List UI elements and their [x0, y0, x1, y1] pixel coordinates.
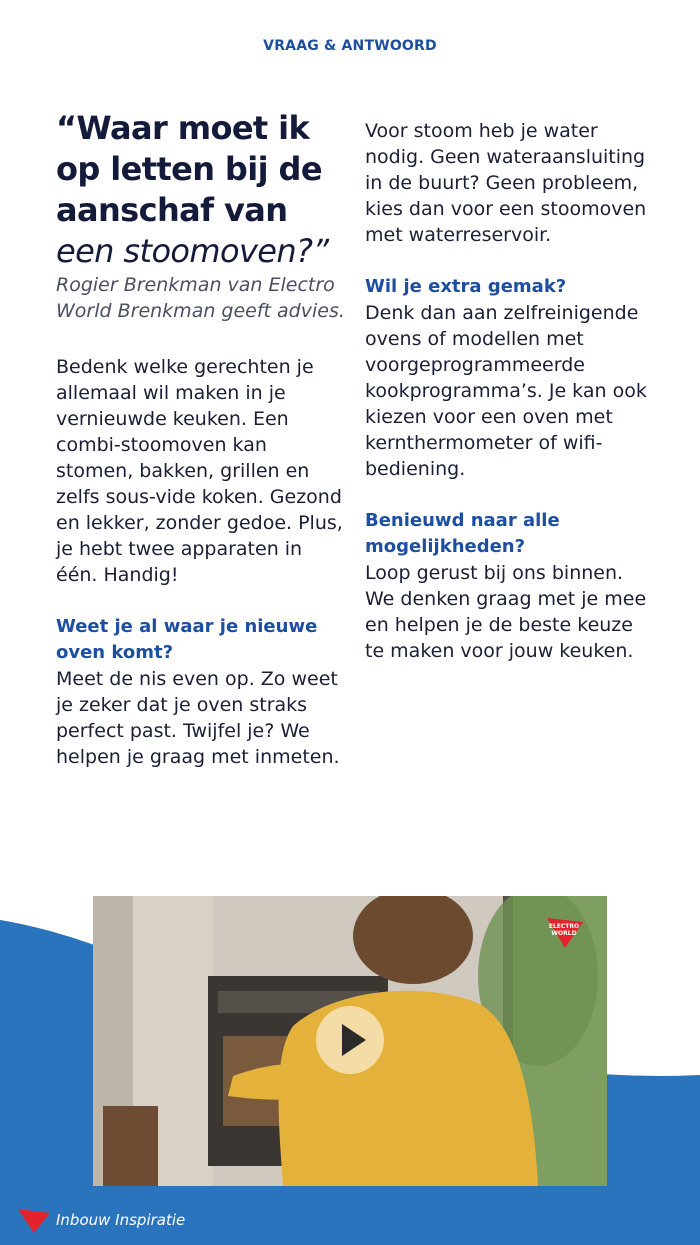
- right-column: [365, 118, 650, 690]
- svg-text:WORLD: WORLD: [551, 930, 577, 937]
- brand-logo-icon: [18, 1207, 50, 1233]
- answer-paragraph-3: Loop gerust bij ons binnen. We denken graag met je mee en helpen je de beste keuze te maken voor jouw keuken.: [365, 562, 647, 662]
- headline-main: “Waar moet ik op letten bij de aanschaf van: [56, 109, 322, 229]
- play-icon[interactable]: [316, 1006, 384, 1074]
- svg-text:ELECTRO: ELECTRO: [548, 923, 580, 930]
- question-heading-1: Weet je al waar je nieuwe oven komt?: [56, 616, 318, 663]
- section-kicker: VRAAG & ANTWOORD: [263, 38, 437, 54]
- question-heading-3: Benieuwd naar alle mogelijkheden?: [365, 510, 560, 557]
- intro-paragraph: Bedenk welke gerechten je allemaal wil maken in je vernieuwde keuken. Een combi-stoomoven kan stomen, bakken, grillen en zelfs sous-vide koken. Gezond en lekker, zonder gedoe. Plus, je hebt twee apparaten in één. Handig!: [56, 356, 343, 586]
- steam-paragraph: Voor stoom heb je water nodig. Geen wateraansluiting in de buurt? Geen probleem, kies dan voor een stoomoven met waterreservoir.: [365, 120, 647, 246]
- question-heading-2: Wil je extra gemak?: [365, 276, 567, 297]
- answer-paragraph-1: Meet de nis even op. Zo weet je zeker dat je oven straks perfect past. Twijfel je? We helpen je graag met inmeten.: [56, 668, 340, 768]
- footer-label: Inbouw Inspiratie: [56, 1211, 186, 1229]
- article-headline: [56, 108, 346, 272]
- article-byline: Rogier Brenkman van Electro World Brenkman geeft advies.: [56, 274, 345, 322]
- electro-world-badge: [545, 916, 585, 950]
- left-column: [56, 108, 346, 796]
- headline-italic: een stoomoven?”: [56, 232, 329, 270]
- answer-paragraph-2: Denk dan aan zelfreinigende ovens of modellen met voorgeprogrammeerde kookprogramma’s. Je kan ook kiezen voor een oven met kernthermometer of wifi-bediening.: [365, 302, 647, 480]
